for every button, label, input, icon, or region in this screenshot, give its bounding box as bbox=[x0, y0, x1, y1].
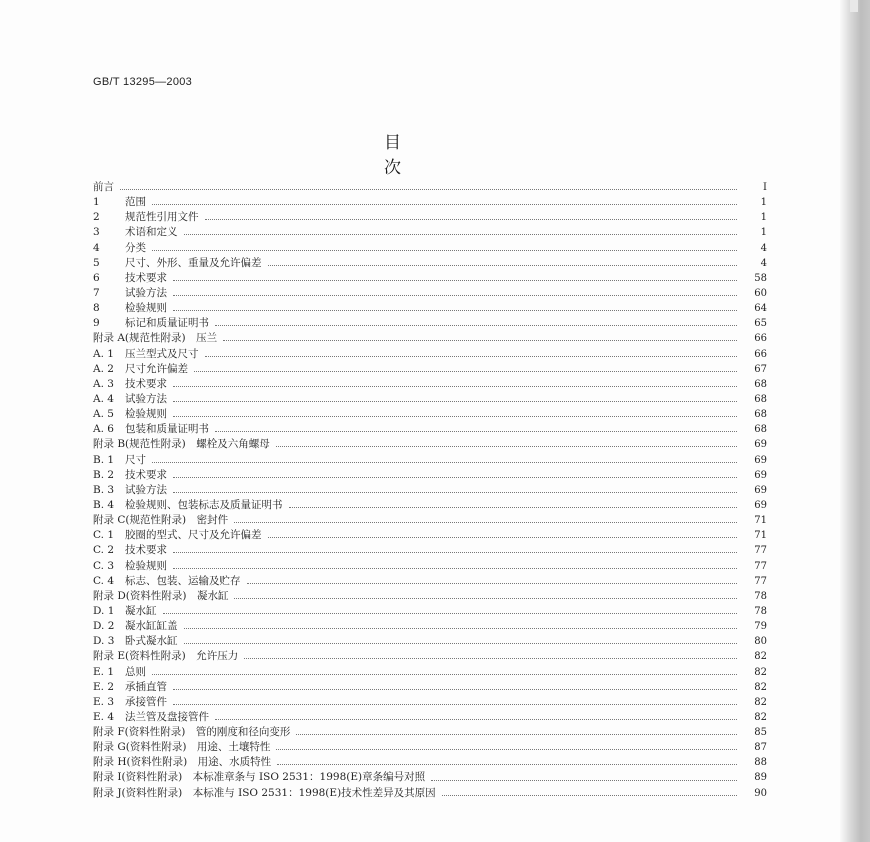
toc-entry[interactable] bbox=[93, 316, 767, 331]
toc-dot-leader bbox=[152, 204, 737, 205]
toc-dot-leader bbox=[234, 522, 737, 523]
toc-dot-leader bbox=[268, 265, 738, 266]
toc-entry-number: 2 bbox=[93, 211, 100, 224]
toc-entry[interactable] bbox=[93, 513, 767, 528]
toc-entry-label: 附录 G(资料性附录) 用途、土壤特性 bbox=[93, 741, 271, 754]
toc-entry[interactable] bbox=[93, 665, 767, 680]
toc-entry-page: 78 bbox=[754, 590, 767, 602]
toc-entry-label: 尺寸允许偏差 bbox=[125, 362, 188, 375]
toc-entry[interactable] bbox=[93, 331, 767, 346]
toc-entry[interactable] bbox=[93, 453, 767, 468]
scan-edge-mark bbox=[850, 0, 858, 12]
toc-dot-leader bbox=[173, 477, 737, 478]
toc-entry-page: 71 bbox=[754, 530, 767, 542]
toc-entry-page: 69 bbox=[754, 454, 767, 466]
toc-entry-number: A. 4 bbox=[93, 392, 114, 405]
toc-dot-leader bbox=[244, 658, 737, 659]
toc-entry-page: 80 bbox=[754, 636, 767, 648]
toc-entry-number: E. 3 bbox=[93, 695, 115, 708]
toc-entry[interactable] bbox=[93, 180, 767, 195]
toc-entry-label: 附录 A(规范性附录) 压兰 bbox=[93, 332, 218, 345]
toc-entry-number: 9 bbox=[93, 317, 100, 330]
toc-entry-page: 69 bbox=[754, 469, 767, 481]
toc-entry[interactable] bbox=[93, 347, 767, 362]
toc-entry-page: 85 bbox=[754, 727, 767, 739]
toc-entry[interactable] bbox=[93, 301, 767, 316]
toc-dot-leader bbox=[194, 371, 737, 372]
toc-entry[interactable] bbox=[93, 195, 767, 210]
toc-entry-page: 79 bbox=[754, 621, 767, 633]
toc-entry-number: D. 3 bbox=[93, 635, 115, 648]
toc-entry[interactable] bbox=[93, 225, 767, 240]
toc-dot-leader bbox=[173, 295, 737, 296]
toc-entry-number: 8 bbox=[93, 302, 100, 315]
toc-entry-label: 法兰管及盘接管件 bbox=[125, 710, 209, 723]
toc-entry-label: 压兰型式及尺寸 bbox=[125, 347, 199, 360]
toc-entry-number: C. 4 bbox=[93, 574, 115, 587]
toc-dot-leader bbox=[152, 250, 737, 251]
toc-entry[interactable] bbox=[93, 634, 767, 649]
toc-entry-number: 3 bbox=[93, 226, 100, 239]
toc-entry-page: 68 bbox=[754, 393, 767, 405]
toc-entry[interactable] bbox=[93, 256, 767, 271]
toc-dot-leader bbox=[173, 689, 737, 690]
toc-dot-leader bbox=[223, 340, 737, 341]
toc-entry-label: 附录 D(资料性附录) 凝水缸 bbox=[93, 589, 229, 602]
toc-entry-number: A. 2 bbox=[93, 362, 114, 375]
page-title: 目 次 bbox=[384, 133, 441, 178]
toc-entry-label: 检验规则、包装标志及质量证明书 bbox=[125, 498, 283, 511]
toc-entry-label: 附录 I(资料性附录) 本标准章条与 ISO 2531：1998(E)章条编号对照 bbox=[93, 771, 426, 784]
toc-entry-label: 技术要求 bbox=[125, 271, 167, 284]
toc-dot-leader bbox=[120, 189, 737, 190]
toc-entry-page: 78 bbox=[754, 605, 767, 617]
toc-entry[interactable] bbox=[93, 498, 767, 513]
toc-entry[interactable] bbox=[93, 770, 767, 785]
toc-entry[interactable] bbox=[93, 755, 767, 770]
toc-entry-number: B. 3 bbox=[93, 483, 115, 496]
toc-entry-label: 尺寸 bbox=[125, 453, 146, 466]
toc-entry-page: 82 bbox=[754, 651, 767, 663]
toc-entry-page: 64 bbox=[754, 303, 767, 315]
toc-entry[interactable] bbox=[93, 483, 767, 498]
toc-entry[interactable] bbox=[93, 407, 767, 422]
toc-entry-page: 66 bbox=[754, 348, 767, 360]
toc-entry-number: 1 bbox=[93, 196, 100, 209]
toc-entry-number: A. 1 bbox=[93, 347, 114, 360]
toc-entry-page: 77 bbox=[754, 560, 767, 572]
toc-entry-number: E. 4 bbox=[93, 710, 115, 723]
toc-dot-leader bbox=[173, 416, 737, 417]
toc-entry-page: 1 bbox=[760, 212, 767, 224]
toc-entry[interactable] bbox=[93, 740, 767, 755]
toc-entry[interactable] bbox=[93, 710, 767, 725]
toc-entry-page: 90 bbox=[754, 787, 767, 799]
toc-entry-label: 胶圈的型式、尺寸及允许偏差 bbox=[125, 529, 262, 542]
toc-entry[interactable] bbox=[93, 604, 767, 619]
toc-entry-page: 82 bbox=[754, 666, 767, 678]
toc-entry-number: B. 4 bbox=[93, 498, 115, 511]
toc-dot-leader bbox=[173, 310, 737, 311]
toc-entry[interactable] bbox=[93, 422, 767, 437]
toc-dot-leader bbox=[215, 325, 737, 326]
toc-dot-leader bbox=[184, 234, 738, 235]
toc-entry-number: A. 5 bbox=[93, 408, 114, 421]
toc-entry-label: 附录 F(资料性附录) 管的刚度和径向变形 bbox=[93, 726, 291, 739]
toc-entry-number: A. 3 bbox=[93, 377, 114, 390]
toc-entry-label: 技术要求 bbox=[125, 377, 167, 390]
toc-entry-page: 89 bbox=[754, 772, 767, 784]
toc-entry[interactable] bbox=[93, 528, 767, 543]
toc-entry-label: 标志、包装、运输及贮存 bbox=[125, 574, 241, 587]
toc-entry[interactable] bbox=[93, 437, 767, 452]
toc-entry-label: 卧式凝水缸 bbox=[125, 635, 178, 648]
toc-entry[interactable] bbox=[93, 377, 767, 392]
toc-entry-label: 技术要求 bbox=[125, 544, 167, 557]
toc-entry[interactable] bbox=[93, 574, 767, 589]
toc-dot-leader bbox=[431, 780, 737, 781]
toc-entry[interactable] bbox=[93, 271, 767, 286]
toc-entry-page: 4 bbox=[760, 257, 767, 269]
toc-dot-leader bbox=[234, 598, 737, 599]
toc-entry-label: 检验规则 bbox=[125, 559, 167, 572]
toc-entry-number: C. 1 bbox=[93, 529, 115, 542]
toc-entry[interactable] bbox=[93, 543, 767, 558]
toc-entry-page: 82 bbox=[754, 681, 767, 693]
toc-entry-label: 承接管件 bbox=[125, 695, 167, 708]
toc-dot-leader bbox=[247, 583, 738, 584]
toc-entry-number: E. 1 bbox=[93, 665, 115, 678]
toc-entry-label: 凝水缸 bbox=[125, 604, 157, 617]
toc-entry-page: I bbox=[763, 182, 767, 193]
toc-entry[interactable] bbox=[93, 695, 767, 710]
toc-dot-leader bbox=[173, 280, 737, 281]
toc-dot-leader bbox=[277, 764, 737, 765]
toc-entry-number: 4 bbox=[93, 241, 100, 254]
toc-dot-leader bbox=[152, 462, 737, 463]
toc-entry-label: 检验规则 bbox=[125, 408, 167, 421]
page-edge-shadow bbox=[840, 0, 870, 842]
toc-entry-page: 60 bbox=[754, 287, 767, 299]
toc-entry[interactable] bbox=[93, 619, 767, 634]
toc-entry-label: 试验方法 bbox=[125, 392, 167, 405]
toc-entry-page: 67 bbox=[754, 363, 767, 375]
toc-entry[interactable] bbox=[93, 559, 767, 574]
toc-entry-label: 试验方法 bbox=[125, 286, 167, 299]
toc-entry-label: 技术要求 bbox=[125, 468, 167, 481]
toc-entry[interactable] bbox=[93, 286, 767, 301]
toc-entry-number: 7 bbox=[93, 286, 100, 299]
toc-entry-page: 87 bbox=[754, 742, 767, 754]
toc-entry-page: 68 bbox=[754, 409, 767, 421]
toc-entry-page: 82 bbox=[754, 696, 767, 708]
toc-dot-leader bbox=[215, 719, 737, 720]
toc-entry-page: 69 bbox=[754, 439, 767, 451]
toc-entry[interactable] bbox=[93, 210, 767, 225]
toc-entry-label: 凝水缸缸盖 bbox=[125, 620, 178, 633]
toc-entry[interactable] bbox=[93, 468, 767, 483]
toc-entry[interactable] bbox=[93, 392, 767, 407]
toc-entry-label: 分类 bbox=[125, 241, 146, 254]
toc-entry[interactable] bbox=[93, 241, 767, 256]
toc-entry-number: A. 6 bbox=[93, 423, 114, 436]
toc-entry-label: 术语和定义 bbox=[125, 226, 178, 239]
toc-entry-label: 附录 C(规范性附录) 密封件 bbox=[93, 514, 229, 527]
toc-dot-leader bbox=[442, 795, 737, 796]
toc-entry-page: 71 bbox=[754, 515, 767, 527]
toc-entry-label: 附录 J(资料性附录) 本标准与 ISO 2531：1998(E)技术性差异及其原因 bbox=[93, 786, 436, 799]
table-of-contents bbox=[93, 180, 767, 801]
toc-dot-leader bbox=[173, 552, 737, 553]
toc-dot-leader bbox=[163, 613, 738, 614]
toc-entry-page: 82 bbox=[754, 711, 767, 723]
toc-entry[interactable] bbox=[93, 649, 767, 664]
toc-entry-page: 69 bbox=[754, 484, 767, 496]
toc-entry-label: 规范性引用文件 bbox=[125, 211, 199, 224]
toc-entry-page: 4 bbox=[760, 242, 767, 254]
toc-entry[interactable] bbox=[93, 680, 767, 695]
toc-entry-label: 承插直管 bbox=[125, 680, 167, 693]
toc-dot-leader bbox=[205, 219, 738, 220]
toc-dot-leader bbox=[173, 401, 737, 402]
toc-dot-leader bbox=[276, 446, 737, 447]
toc-entry-label: 试验方法 bbox=[125, 483, 167, 496]
toc-entry-label: 范围 bbox=[125, 196, 146, 209]
toc-entry-page: 77 bbox=[754, 575, 767, 587]
toc-entry-label: 附录 E(资料性附录) 允许压力 bbox=[93, 650, 239, 663]
toc-dot-leader bbox=[184, 628, 738, 629]
toc-dot-leader bbox=[152, 674, 737, 675]
toc-entry-label: 检验规则 bbox=[125, 302, 167, 315]
toc-entry-number: B. 2 bbox=[93, 468, 115, 481]
toc-dot-leader bbox=[173, 568, 737, 569]
toc-entry[interactable] bbox=[93, 725, 767, 740]
toc-entry-number: D. 2 bbox=[93, 620, 115, 633]
toc-entry-label: 附录 B(规范性附录) 螺栓及六角螺母 bbox=[93, 438, 270, 451]
toc-entry-page: 1 bbox=[760, 197, 767, 209]
toc-entry-page: 58 bbox=[754, 272, 767, 284]
toc-entry[interactable] bbox=[93, 786, 767, 801]
toc-entry-page: 1 bbox=[760, 227, 767, 239]
toc-entry-number: 5 bbox=[93, 256, 100, 269]
toc-entry-label: 包装和质量证明书 bbox=[125, 423, 209, 436]
toc-dot-leader bbox=[296, 734, 737, 735]
toc-dot-leader bbox=[173, 492, 737, 493]
toc-entry-label: 总则 bbox=[125, 665, 146, 678]
toc-entry-page: 65 bbox=[754, 318, 767, 330]
toc-dot-leader bbox=[268, 537, 738, 538]
toc-dot-leader bbox=[205, 356, 738, 357]
toc-dot-leader bbox=[173, 704, 737, 705]
toc-entry-page: 88 bbox=[754, 757, 767, 769]
toc-entry-page: 77 bbox=[754, 545, 767, 557]
toc-entry-page: 66 bbox=[754, 333, 767, 345]
toc-dot-leader bbox=[289, 507, 738, 508]
toc-entry-number: D. 1 bbox=[93, 604, 115, 617]
toc-entry[interactable] bbox=[93, 362, 767, 377]
toc-entry-number: C. 3 bbox=[93, 559, 115, 572]
toc-dot-leader bbox=[184, 643, 738, 644]
toc-entry-number: B. 1 bbox=[93, 453, 115, 466]
toc-dot-leader bbox=[173, 386, 737, 387]
toc-entry-number: C. 2 bbox=[93, 544, 115, 557]
toc-entry-number: 6 bbox=[93, 271, 100, 284]
toc-entry-page: 69 bbox=[754, 499, 767, 511]
toc-entry-label: 尺寸、外形、重量及允许偏差 bbox=[125, 256, 262, 269]
toc-entry-label: 前言 bbox=[93, 181, 114, 193]
toc-entry-label: 标记和质量证明书 bbox=[125, 317, 209, 330]
toc-entry-page: 68 bbox=[754, 424, 767, 436]
toc-dot-leader bbox=[215, 431, 737, 432]
toc-entry-number: E. 2 bbox=[93, 680, 115, 693]
toc-entry-page: 68 bbox=[754, 378, 767, 390]
standard-number: GB/T 13295—2003 bbox=[93, 76, 193, 88]
toc-entry-label: 附录 H(资料性附录) 用途、水质特性 bbox=[93, 756, 272, 769]
toc-dot-leader bbox=[276, 749, 737, 750]
toc-entry[interactable] bbox=[93, 589, 767, 604]
